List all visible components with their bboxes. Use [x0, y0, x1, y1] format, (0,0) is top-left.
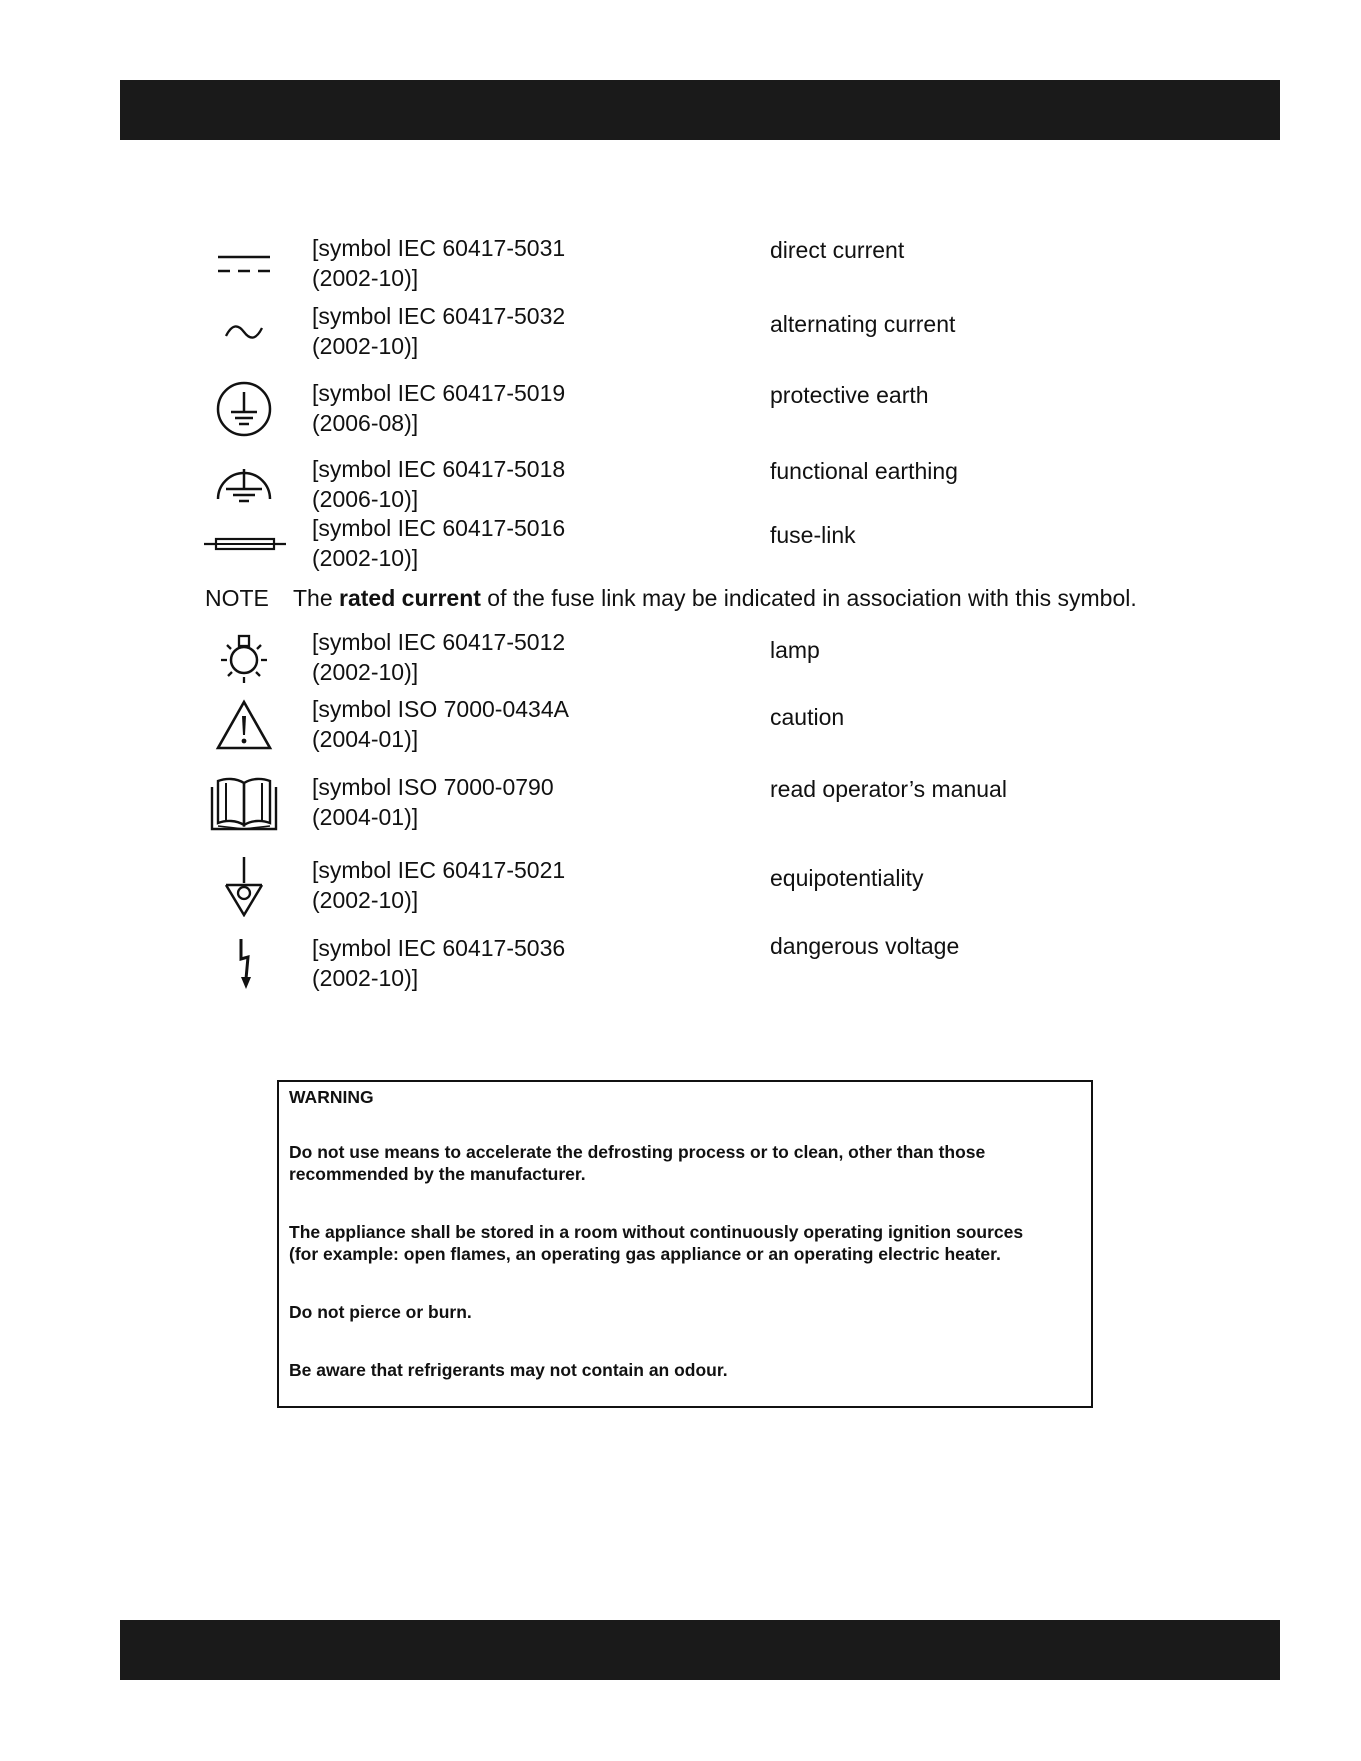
symbol-reference: [symbol ISO 7000-0790 (2004-01)] — [312, 774, 554, 830]
footer-bar — [120, 1620, 1280, 1680]
caution-icon — [200, 694, 288, 756]
alternating-current-icon — [200, 301, 288, 363]
note-label: NOTE — [205, 585, 269, 611]
warning-paragraph: Do not use means to accelerate the defrosting process or to clean, other than those recommended by the manufacturer. — [289, 1142, 986, 1184]
protective-earth-icon — [200, 378, 288, 440]
symbol-reference: [symbol ISO 7000-0434A (2004-01)] — [312, 696, 569, 752]
warning-box — [277, 1080, 1093, 1408]
symbol-reference: [symbol IEC 60417-5036 (2002-10)] — [312, 935, 566, 991]
symbol-description: functional earthing — [770, 458, 958, 484]
symbol-description: direct current — [770, 237, 905, 263]
symbol-description: alternating current — [770, 311, 956, 337]
symbol-description: protective earth — [770, 382, 929, 408]
note-bold-term: rated current — [339, 585, 481, 611]
symbol-reference: [symbol IEC 60417-5021 (2002-10)] — [312, 857, 566, 913]
symbol-reference: [symbol IEC 60417-5031 (2002-10)] — [312, 235, 566, 291]
functional-earthing-icon — [200, 454, 288, 516]
symbol-reference: [symbol IEC 60417-5012 (2002-10)] — [312, 629, 566, 685]
read-manual-icon — [200, 772, 288, 834]
symbol-description: read operator’s manual — [770, 776, 1007, 802]
header-bar — [120, 80, 1280, 140]
symbol-description: dangerous voltage — [770, 933, 960, 959]
warning-paragraph: Be aware that refrigerants may not contain an odour. — [289, 1360, 728, 1380]
warning-paragraph: Do not pierce or burn. — [289, 1302, 472, 1322]
equipotentiality-icon — [200, 855, 288, 917]
lamp-icon — [200, 627, 288, 689]
fuse-note — [205, 583, 1137, 613]
symbol-description: fuse-link — [770, 522, 856, 548]
note-text-before: The — [293, 585, 340, 611]
warning-paragraph: The appliance shall be stored in a room without continuously operating ignition sources (for example: open flames, an operating gas appliance or an operating electric heater. — [289, 1222, 1024, 1264]
fuse-link-icon — [200, 513, 290, 575]
direct-current-icon — [200, 233, 288, 295]
symbol-reference: [symbol IEC 60417-5019 (2006-08)] — [312, 380, 566, 436]
warning-title: WARNING — [289, 1087, 374, 1107]
symbol-description: equipotentiality — [770, 865, 924, 891]
symbol-reference: [symbol IEC 60417-5016 (2002-10)] — [312, 515, 566, 571]
note-text-after: of the fuse link may be indicated in association with this symbol. — [480, 585, 1137, 611]
symbol-reference: [symbol IEC 60417-5032 (2002-10)] — [312, 303, 566, 359]
symbol-description: lamp — [770, 637, 820, 663]
dangerous-voltage-icon — [200, 933, 288, 995]
symbol-description: caution — [770, 704, 845, 730]
symbol-reference: [symbol IEC 60417-5018 (2006-10)] — [312, 456, 566, 512]
